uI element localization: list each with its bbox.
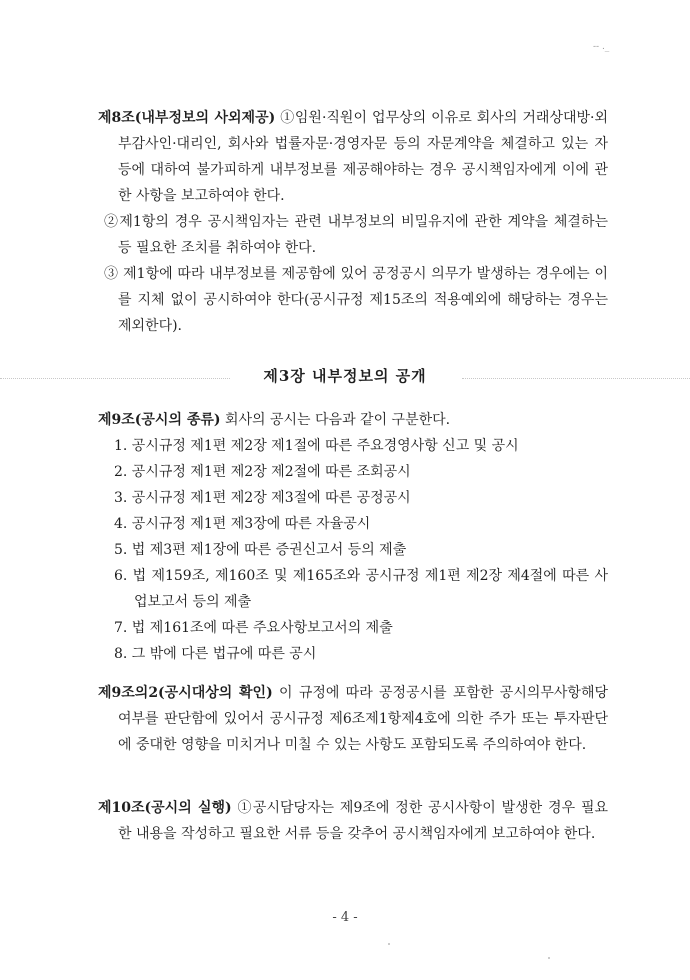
- list-item: 8. 그 밖에 다른 법규에 따른 공시: [114, 646, 317, 662]
- article-8-heading: 제8조(내부정보의 사외제공): [98, 110, 276, 126]
- list-item: 2. 공시규정 제1편 제2장 제2절에 따른 조회공시: [114, 464, 411, 480]
- article-10-body: ①공시담당자는 제9조에 정한 공시사항이 발생한 경우 필요한 내용을 작성하고 필요한 서류 등을 갖추어 공시책임자에게 보고하여야 한다.: [118, 800, 608, 842]
- article-10-paragraph: [98, 795, 608, 847]
- list-item: 3. 공시규정 제1편 제2장 제3절에 따른 공정공시: [114, 490, 411, 506]
- article-9-list: [98, 433, 608, 667]
- article-8: [98, 105, 608, 339]
- article-9-2-heading: 제9조의2(공시대상의 확인): [98, 685, 273, 701]
- scan-speck: [388, 943, 390, 945]
- page-number: - 4 -: [332, 910, 358, 925]
- article-10: [98, 795, 608, 847]
- article-9-2: [98, 680, 608, 758]
- article-9-intro: 회사의 공시는 다음과 같이 구분한다.: [224, 412, 451, 428]
- list-item: 4. 공시규정 제1편 제3장에 따른 자율공시: [114, 516, 371, 532]
- article-9-2-paragraph: [98, 680, 608, 758]
- article-8-paragraph-3: ③ 제1항에 따라 내부정보를 제공함에 있어 공정공시 의무가 발생하는 경우에는 이를 지체 없이 공시하여야 한다(공시규정 제15조의 적용예외에 해당하는 경우는 제외한다).: [104, 266, 608, 334]
- chapter-title: 제3장 내부정보의 공개: [263, 367, 427, 385]
- article-8-p1-text: ①임원·직원이 업무상의 이유로 회사의 거래상대방·외부감사인·대리인, 회사와 법률자문·경영자문 등의 자문계약을 체결하고 있는 자 등에 대하여 불가피하게 내부정보를 제공해야하는 경우 공시책임자에게 이에 관한 사항을 보고하여야 한다.: [118, 110, 608, 204]
- article-10-heading: 제10조(공시의 실행): [98, 800, 232, 816]
- scan-speck: [548, 957, 550, 959]
- list-item: 1. 공시규정 제1편 제2장 제1절에 따른 주요경영사항 신고 및 공시: [114, 438, 519, 454]
- scan-mark: -- ._: [593, 42, 610, 52]
- article-9-2-body: 이 규정에 따라 공정공시를 포함한 공시의무사항해당 여부를 판단함에 있어서 공시규정 제6조제1항제4호에 의한 주가 또는 투자판단에 중대한 영향을 미치거나 미칠 수 있는 사항도 포함되도록 주의하여야 한다.: [118, 685, 608, 753]
- article-8-paragraph-1: [98, 105, 608, 209]
- article-9: [98, 407, 608, 667]
- article-8-paragraph-2: ②제1항의 경우 공시책임자는 관련 내부정보의 비밀유지에 관한 계약을 체결하는 등 필요한 조치를 취하여야 한다.: [104, 214, 608, 256]
- list-item: 6. 법 제159조, 제160조 및 제165조와 공시규정 제1편 제2장 제4절에 따른 사업보고서 등의 제출: [114, 568, 608, 610]
- article-9-heading: 제9조(공시의 종류): [98, 412, 221, 428]
- list-item: 7. 법 제161조에 따른 주요사항보고서의 제출: [114, 620, 393, 636]
- list-item: 5. 법 제3편 제1장에 따른 증권신고서 등의 제출: [114, 542, 407, 558]
- article-9-intro-line: [98, 407, 608, 433]
